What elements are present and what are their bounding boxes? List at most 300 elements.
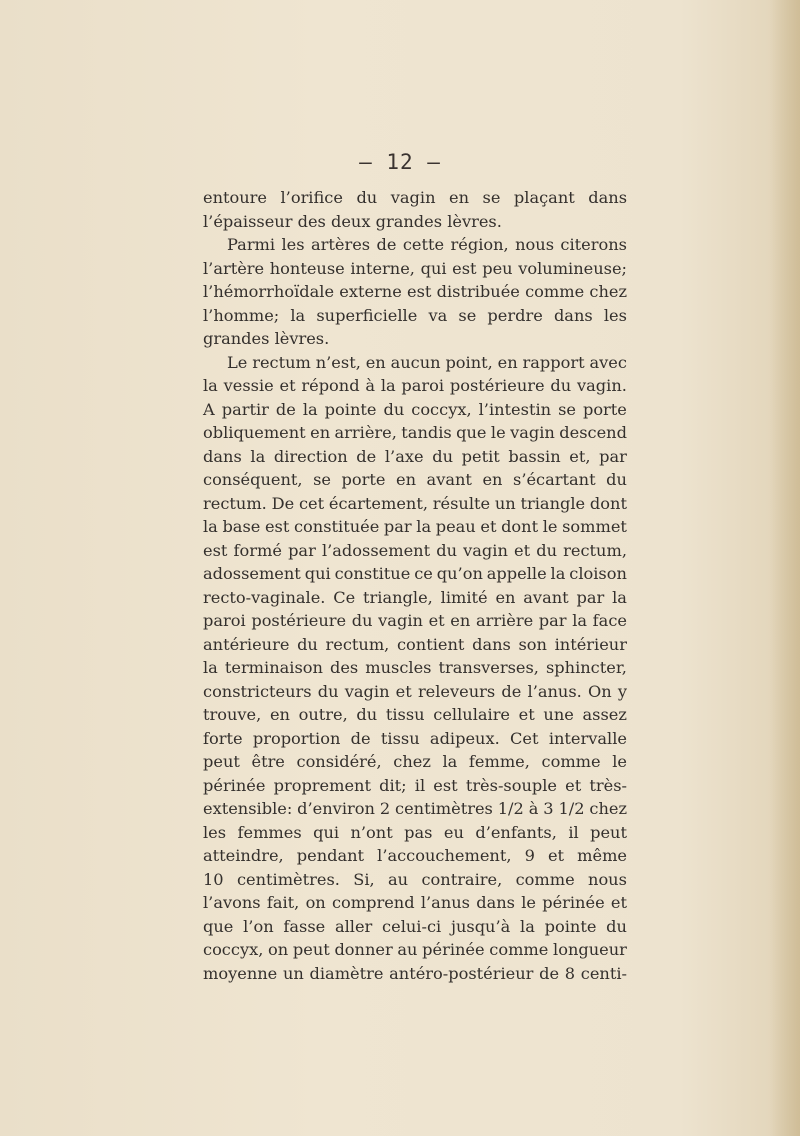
- word: l’adossement: [321, 540, 431, 560]
- word: 1/2: [497, 799, 524, 818]
- word: de: [376, 235, 397, 254]
- word: est: [433, 775, 458, 795]
- word: se: [458, 305, 477, 325]
- word: 3: [543, 799, 554, 818]
- word: A: [203, 399, 215, 419]
- word: proportion: [252, 728, 341, 748]
- word: la: [302, 399, 318, 419]
- word: va: [428, 305, 448, 325]
- word: le: [612, 752, 627, 771]
- text-line: [203, 938, 627, 962]
- word: comprend: [331, 893, 415, 912]
- word: l’on: [243, 916, 274, 936]
- word: périnée: [422, 940, 485, 959]
- word: longueur: [553, 940, 627, 959]
- word: du: [317, 681, 339, 701]
- text-line: [203, 797, 627, 821]
- word: comme: [489, 940, 549, 959]
- word: d’environ: [297, 799, 375, 818]
- word: centimètres: [395, 799, 493, 818]
- word: superficielle: [316, 305, 418, 325]
- text-line: [203, 445, 627, 469]
- word: du: [432, 446, 453, 466]
- word: d’enfants,: [475, 822, 557, 842]
- word: ce: [414, 564, 433, 583]
- word: pendant: [296, 846, 365, 865]
- word: n’ont: [350, 822, 393, 842]
- text-line: grandes lèvres.: [203, 329, 330, 348]
- word: cet: [298, 493, 325, 513]
- word: la: [250, 446, 266, 466]
- word: jusqu’à: [450, 916, 511, 936]
- word: extensible:: [203, 799, 293, 818]
- word: rapport: [522, 352, 585, 372]
- word: femmes: [237, 822, 302, 842]
- word: 9: [524, 846, 535, 865]
- word: périnée: [203, 775, 266, 795]
- word: Parmi: [227, 235, 276, 254]
- word: comme: [525, 282, 585, 301]
- text-line: [203, 891, 627, 915]
- word: du: [356, 188, 378, 207]
- word: et: [514, 540, 531, 560]
- text-line: [203, 421, 627, 445]
- word: la: [442, 752, 458, 771]
- word: répond: [301, 376, 360, 395]
- word: en: [450, 611, 471, 630]
- word: très-: [589, 775, 627, 795]
- word: antérieure: [203, 634, 290, 654]
- word: Cet: [510, 728, 539, 748]
- word: recto-vaginale.: [203, 587, 326, 607]
- word: base: [222, 517, 261, 536]
- word: en: [482, 470, 503, 489]
- word: antéro-postérieur: [389, 963, 534, 983]
- word: tissu: [385, 705, 425, 724]
- word: intervalle: [548, 728, 627, 748]
- text-line: [203, 774, 627, 798]
- word: de: [539, 963, 560, 983]
- word: releveurs: [417, 681, 496, 701]
- word: considéré,: [296, 752, 382, 771]
- word: limité: [440, 587, 488, 607]
- text-line: [203, 468, 627, 492]
- word: en: [495, 587, 516, 607]
- word: rectum.: [203, 493, 267, 513]
- page-number: — 12 —: [359, 150, 441, 174]
- word: contraire,: [421, 869, 503, 889]
- word: par: [288, 540, 316, 560]
- word: et: [395, 681, 412, 701]
- word: la: [520, 916, 535, 936]
- word: dans: [476, 893, 515, 912]
- word: et,: [569, 446, 591, 466]
- word: par: [599, 446, 627, 466]
- word: intérieur: [554, 634, 627, 654]
- word: femme,: [468, 752, 530, 771]
- word: Ce: [333, 587, 356, 607]
- word: petit: [461, 446, 500, 466]
- word: se: [558, 399, 576, 419]
- word: 1/2: [558, 799, 585, 818]
- text-line: [203, 562, 627, 586]
- word: coccyx,: [203, 940, 264, 959]
- word: dont: [589, 493, 627, 513]
- word: vagin: [463, 540, 508, 560]
- word: peu: [482, 258, 513, 278]
- word: s’écartant: [513, 470, 596, 489]
- word: 2: [379, 799, 391, 818]
- word: il: [414, 775, 426, 795]
- word: partir: [221, 399, 269, 419]
- word: interne,: [350, 258, 415, 278]
- word: sphincter,: [545, 658, 627, 677]
- word: à: [365, 376, 376, 395]
- word: formé: [233, 540, 282, 560]
- word: l’avons: [203, 893, 261, 912]
- text-line: [203, 680, 627, 704]
- word: tandis: [401, 423, 452, 442]
- word: face: [592, 611, 627, 630]
- word: de: [501, 681, 522, 701]
- word: entoure: [203, 188, 267, 207]
- word: du: [356, 705, 378, 724]
- word: diamètre: [309, 963, 384, 983]
- text-line: l’épaisseur des deux grandes lèvres.: [203, 211, 502, 231]
- word: chez: [393, 752, 431, 771]
- word: citerons: [560, 235, 627, 254]
- word: et: [279, 376, 296, 395]
- text-line: [203, 821, 627, 845]
- word: direction: [273, 446, 348, 466]
- word: même: [577, 846, 627, 865]
- word: arrière: [475, 611, 534, 630]
- word: vessie: [223, 376, 274, 395]
- word: constricteurs: [203, 681, 312, 701]
- word: n’est,: [315, 352, 361, 372]
- word: est: [203, 540, 228, 560]
- word: le: [521, 893, 536, 912]
- word: l’anus: [420, 893, 470, 912]
- word: dans: [203, 446, 242, 466]
- word: qui: [420, 258, 447, 278]
- word: et: [565, 775, 582, 795]
- text-line: [203, 398, 627, 422]
- word: honteuse: [269, 258, 345, 278]
- word: chez: [589, 799, 627, 818]
- word: perdre: [487, 305, 543, 325]
- word: dans: [472, 634, 511, 654]
- word: rectum: [252, 352, 311, 372]
- word: volumineuse;: [518, 258, 627, 278]
- word: les: [281, 235, 305, 254]
- text-line: [203, 186, 627, 210]
- word: qui: [304, 564, 331, 583]
- word: peut: [590, 822, 627, 842]
- word: qu’on: [436, 564, 483, 583]
- word: vagin.: [577, 376, 627, 395]
- word: que: [203, 916, 234, 936]
- word: du: [297, 634, 318, 654]
- word: à: [528, 799, 539, 818]
- word: plaçant: [513, 188, 575, 207]
- word: vagin: [510, 423, 555, 442]
- word: avant: [523, 587, 569, 607]
- text-line: [203, 962, 627, 986]
- word: l’homme;: [203, 305, 280, 325]
- word: muscles: [365, 658, 432, 677]
- word: du: [550, 376, 572, 395]
- word: vagin: [390, 188, 436, 207]
- word: triangle: [520, 493, 586, 513]
- word: Le: [227, 352, 248, 372]
- word: il: [568, 822, 579, 842]
- word: de: [350, 728, 371, 748]
- word: dans: [588, 188, 627, 207]
- word: terminaison: [224, 658, 323, 677]
- word: la: [203, 658, 218, 677]
- text-line: [203, 257, 627, 281]
- word: triangle,: [363, 587, 433, 607]
- word: peut: [292, 940, 330, 959]
- text-line: [203, 374, 627, 398]
- word: les: [603, 305, 627, 325]
- word: en: [497, 352, 518, 372]
- word: point,: [445, 352, 493, 372]
- word: et: [480, 517, 497, 536]
- word: forte: [203, 728, 243, 748]
- text-line: [203, 492, 627, 516]
- word: peau: [435, 517, 476, 536]
- word: 8: [564, 963, 576, 983]
- text-line: [203, 844, 627, 868]
- text-line: [203, 727, 627, 751]
- word: la: [550, 564, 566, 583]
- word: une: [543, 705, 574, 724]
- word: de: [356, 446, 377, 466]
- word: du: [383, 399, 405, 419]
- text-line: [203, 515, 627, 539]
- word: du: [536, 540, 558, 560]
- word: et: [428, 611, 445, 630]
- word: outre,: [298, 705, 348, 724]
- word: Si,: [353, 869, 375, 889]
- text-line: [203, 233, 627, 257]
- text-line: [203, 304, 627, 328]
- text-line: [203, 609, 627, 633]
- word: la: [203, 517, 218, 536]
- word: cloison: [569, 564, 627, 583]
- word: l’anus.: [527, 681, 582, 701]
- word: descend: [559, 423, 627, 442]
- word: moyenne: [203, 963, 278, 983]
- word: 10: [203, 869, 224, 889]
- word: qui: [313, 822, 340, 842]
- word: transverses,: [438, 658, 539, 677]
- word: nous: [515, 235, 555, 254]
- word: pas: [404, 822, 433, 842]
- word: se: [482, 188, 501, 207]
- word: dit;: [379, 775, 407, 795]
- word: obliquement: [203, 423, 306, 442]
- word: est: [264, 517, 290, 536]
- word: centimètres.: [236, 869, 340, 889]
- word: artères: [310, 235, 371, 254]
- word: l’accouchement,: [377, 846, 512, 865]
- word: cette: [402, 235, 445, 254]
- word: adipeux.: [429, 728, 500, 748]
- word: très-souple: [465, 775, 558, 795]
- word: de: [275, 399, 296, 419]
- word: un: [282, 963, 304, 983]
- word: constitue: [334, 564, 411, 583]
- word: au: [397, 940, 418, 959]
- word: porte: [582, 399, 627, 419]
- word: nous: [588, 869, 627, 889]
- word: des: [329, 658, 359, 677]
- word: y: [617, 681, 627, 701]
- word: chez: [589, 282, 627, 301]
- word: en: [269, 705, 290, 724]
- word: avec: [589, 352, 627, 372]
- word: paroi: [401, 376, 445, 395]
- word: se: [313, 470, 331, 489]
- word: en: [449, 188, 470, 207]
- word: fasse: [283, 916, 326, 936]
- word: tissu: [380, 728, 420, 748]
- word: peut: [203, 752, 240, 771]
- word: adossement: [203, 564, 301, 583]
- word: région,: [450, 235, 509, 254]
- word: est: [407, 282, 432, 301]
- word: proprement: [273, 775, 371, 795]
- word: l’intestin: [478, 399, 552, 419]
- word: comme: [515, 869, 575, 889]
- word: contient: [396, 634, 465, 654]
- word: appelle: [486, 564, 547, 583]
- word: vagin: [344, 681, 390, 701]
- word: l’axe: [384, 446, 424, 466]
- word: périnée: [542, 893, 605, 912]
- word: pointe: [544, 916, 597, 936]
- word: arrière,: [334, 423, 397, 442]
- word: celui-ci: [382, 916, 442, 936]
- word: un: [494, 493, 516, 513]
- word: en: [396, 470, 417, 489]
- word: donner: [334, 940, 393, 959]
- word: distribuée: [436, 282, 520, 301]
- text-line: [203, 656, 627, 680]
- word: centi-: [580, 963, 627, 983]
- word: la: [572, 611, 588, 630]
- word: eu: [443, 822, 464, 842]
- word: que: [456, 423, 487, 442]
- word: postérieure: [449, 376, 545, 395]
- word: la: [380, 376, 396, 395]
- word: atteindre,: [203, 846, 284, 865]
- word: du: [606, 916, 627, 936]
- word: et: [547, 846, 565, 865]
- text-line: [203, 280, 627, 304]
- word: conséquent,: [203, 470, 303, 489]
- word: l’artère: [203, 258, 265, 278]
- word: On: [587, 681, 612, 701]
- text-line: [203, 539, 627, 563]
- word: par: [383, 517, 412, 536]
- text-line: [203, 750, 627, 774]
- word: bassin: [508, 446, 561, 466]
- word: en: [310, 423, 331, 442]
- word: en: [365, 352, 386, 372]
- word: l’hémorrhoïdale: [203, 282, 335, 301]
- word: l’orifice: [280, 188, 343, 207]
- word: les: [203, 822, 227, 842]
- word: postérieure: [251, 611, 347, 630]
- word: le: [490, 423, 506, 442]
- word: rectum,: [325, 634, 390, 654]
- word: fait,: [266, 893, 300, 912]
- word: sommet: [562, 517, 627, 536]
- word: pointe: [324, 399, 377, 419]
- word: résulte: [432, 493, 491, 513]
- word: porte: [341, 470, 386, 489]
- word: du: [606, 470, 627, 489]
- word: le: [542, 517, 558, 536]
- word: constituée: [293, 517, 380, 536]
- word: cellulaire: [433, 705, 511, 724]
- word: être: [251, 752, 285, 771]
- word: dont: [501, 517, 539, 536]
- word: comme: [541, 752, 601, 771]
- word: aucun: [390, 352, 441, 372]
- word: par: [538, 611, 567, 630]
- word: externe: [339, 282, 402, 301]
- word: avant: [426, 470, 472, 489]
- word: la: [612, 587, 627, 607]
- word: rectum,: [563, 540, 627, 560]
- word: par: [576, 587, 605, 607]
- word: et: [518, 705, 535, 724]
- text-line: [203, 351, 627, 375]
- word: on: [305, 893, 326, 912]
- word: la: [416, 517, 432, 536]
- text-line: [203, 703, 627, 727]
- word: écartement,: [328, 493, 428, 513]
- text-line: [203, 915, 627, 939]
- text-line: [203, 633, 627, 657]
- word: la: [290, 305, 306, 325]
- word: dans: [553, 305, 593, 325]
- word: trouve,: [203, 705, 262, 724]
- word: vagin: [378, 611, 423, 630]
- word: au: [388, 869, 409, 889]
- word: assez: [582, 705, 627, 724]
- text-line: [203, 586, 627, 610]
- body-text: [203, 186, 627, 985]
- word: est: [452, 258, 477, 278]
- word: De: [271, 493, 295, 513]
- word: son: [518, 634, 547, 654]
- word: on: [268, 940, 289, 959]
- word: paroi: [203, 611, 246, 630]
- word: du: [436, 540, 458, 560]
- word: la: [203, 376, 218, 395]
- word: coccyx,: [411, 399, 472, 419]
- text-line: [203, 868, 627, 892]
- word: du: [351, 611, 373, 630]
- word: aller: [334, 916, 373, 936]
- word: et: [610, 893, 627, 912]
